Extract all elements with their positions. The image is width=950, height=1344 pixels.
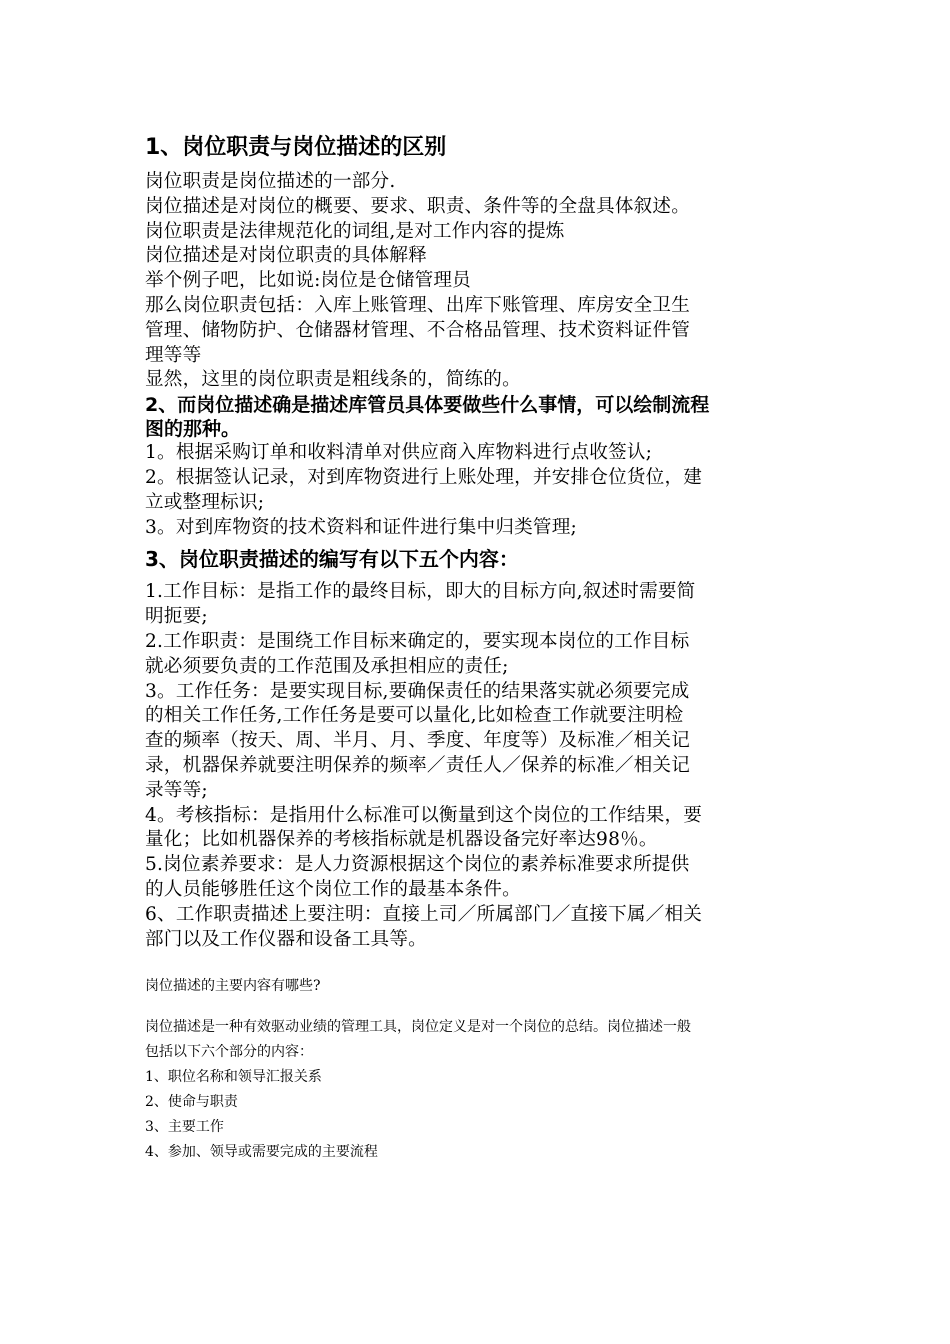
paragraph-line: 那么岗位职责包括：入库上账管理、出库下账管理、库房安全卫生 xyxy=(145,294,691,316)
paragraph-line: 显然，这里的岗位职责是粗线条的，简练的。 xyxy=(145,369,521,391)
paragraph-line: 岗位职责是法律规范化的词组,是对工作内容的提炼 xyxy=(145,220,565,242)
paragraph-line: 量化；比如机器保养的考核指标就是机器设备完好率达98％。 xyxy=(145,829,658,851)
paragraph-line: 立或整理标识; xyxy=(145,491,265,513)
paragraph-line: 1。根据采购订单和收料清单对供应商入库物料进行点收签认; xyxy=(145,442,653,464)
answer-list-item: 2、使命与职责 xyxy=(145,1094,238,1111)
answer-list-item: 1、职位名称和领导汇报关系 xyxy=(145,1069,322,1086)
paragraph-line: 理等等 xyxy=(145,344,202,366)
paragraph-line: 岗位描述是对岗位职责的具体解释 xyxy=(145,245,427,267)
paragraph-line: 明扼要; xyxy=(145,606,208,628)
paragraph-line: 部门以及工作仪器和设备工具等。 xyxy=(145,928,427,950)
paragraph-line: 5.岗位素养要求：是人力资源根据这个岗位的素养标准要求所提供 xyxy=(145,854,690,876)
heading-2-line: 图的那种。 xyxy=(145,418,241,441)
qa-section xyxy=(145,974,825,1165)
section-2 xyxy=(145,441,825,540)
paragraph-line: 管理、储物防护、仓储器材管理、不合格品管理、技术资料证件管 xyxy=(145,319,691,341)
paragraph-line: 查的频率（按天、周、半月、月、季度、年度等）及标准／相关记 xyxy=(145,730,691,752)
paragraph-line: 3。对到库物资的技术资料和证件进行集中归类管理; xyxy=(145,516,577,538)
paragraph-line: 2.工作职责：是围绕工作目标来确定的，要实现本岗位的工作目标 xyxy=(145,630,690,652)
paragraph-line: 的人员能够胜任这个岗位工作的最基本条件。 xyxy=(145,878,521,900)
heading-3: 3、岗位职责描述的编写有以下五个内容： xyxy=(145,547,519,572)
section-1 xyxy=(145,170,825,393)
heading-2 xyxy=(145,393,825,441)
answer-list-item: 4、参加、领导或需要完成的主要流程 xyxy=(145,1144,378,1161)
paragraph-line: 的相关工作任务,工作任务是要可以量化,比如检查工作就要注明检 xyxy=(145,705,684,727)
paragraph-line: 录等等; xyxy=(145,779,208,801)
paragraph-line: 3。工作任务：是要实现目标,要确保责任的结果落实就必须要完成 xyxy=(145,680,690,702)
document-page xyxy=(145,132,825,1165)
paragraph-line: 录，机器保养就要注明保养的频率／责任人／保养的标准／相关记 xyxy=(145,754,691,776)
paragraph-line: 举个例子吧，比如说:岗位是仓储管理员 xyxy=(145,270,471,292)
paragraph-line: 岗位描述是对岗位的概要、要求、职责、条件等的全盘具体叙述。 xyxy=(145,195,691,217)
section-3 xyxy=(145,580,825,952)
heading-1: 1、岗位职责与岗位描述的区别 xyxy=(145,135,447,160)
paragraph-line: 6、工作职责描述上要注明：直接上司／所属部门／直接下属／相关 xyxy=(145,903,703,925)
paragraph-line: 4。考核指标：是指用什么标准可以衡量到这个岗位的工作结果，要 xyxy=(145,804,703,826)
answer-intro-line: 包括以下六个部分的内容： xyxy=(145,1044,313,1061)
answer-intro-line: 岗位描述是一种有效驱动业绩的管理工具，岗位定义是对一个岗位的总结。岗位描述一般 xyxy=(145,1019,691,1036)
paragraph-line: 2。根据签认记录，对到库物资进行上账处理，并安排仓位货位，建 xyxy=(145,466,703,488)
paragraph-line: 1.工作目标：是指工作的最终目标，即大的目标方向,叙述时需要简 xyxy=(145,581,696,603)
question-text: 岗位描述的主要内容有哪些? xyxy=(145,978,321,995)
heading-2-line: 2、而岗位描述确是描述库管员具体要做些什么事情，可以绘制流程 xyxy=(145,394,710,417)
paragraph-line: 岗位职责是岗位描述的一部分. xyxy=(145,171,396,192)
answer-list-item: 3、主要工作 xyxy=(145,1119,224,1136)
paragraph-line: 就必须要负责的工作范围及承担相应的责任; xyxy=(145,655,509,677)
